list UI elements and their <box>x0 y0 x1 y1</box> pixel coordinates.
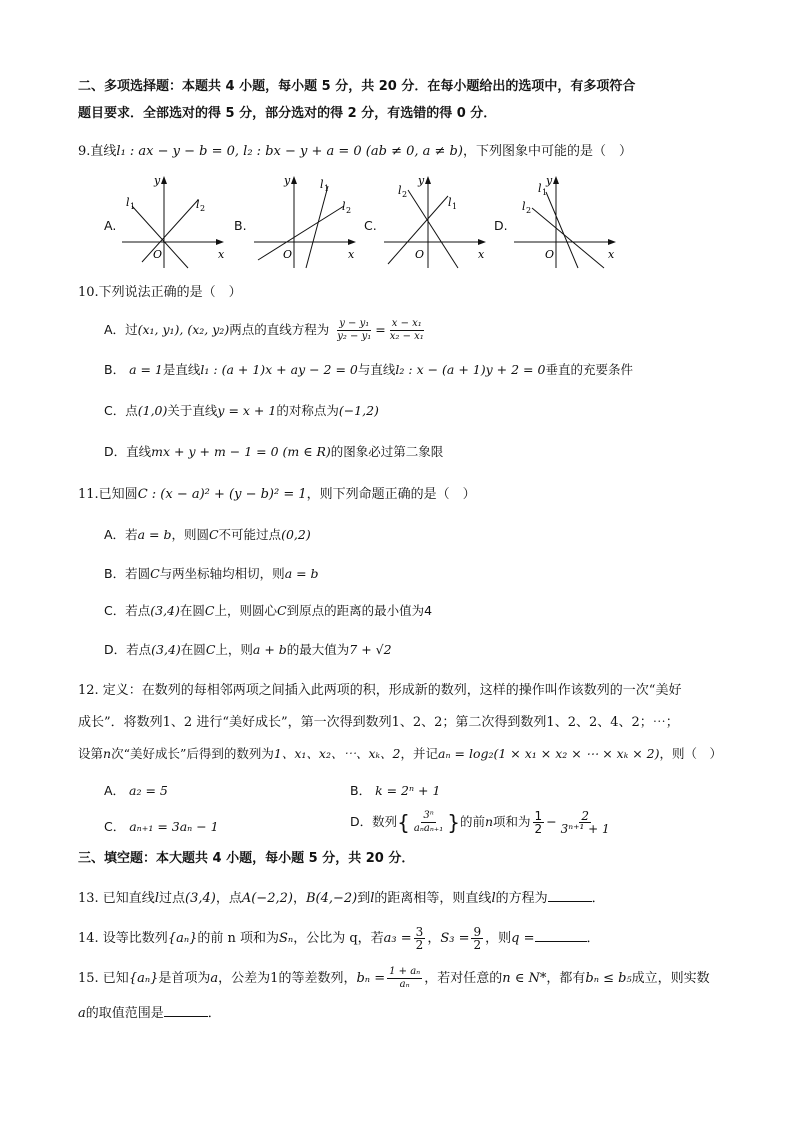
q15-text: 成立，则实数 <box>631 971 710 986</box>
option-label: B． <box>104 566 126 581</box>
q10-option-b <box>104 361 633 379</box>
q15-math: {aₙ} <box>128 971 159 986</box>
option-text: 两点的直线方程为 <box>229 322 330 337</box>
option-math: 7 + √2 <box>349 642 392 657</box>
q14-text: ，则 <box>485 931 512 946</box>
q12-option-d <box>350 810 614 835</box>
option-text: 的对称点为 <box>276 403 339 418</box>
numerator: 3ⁿ <box>423 810 434 821</box>
option-math: l₁ : (a + 1)x + ay − 2 = 0 <box>200 362 358 377</box>
option-math: (3,4) <box>151 642 181 657</box>
q9-option-d-label: D. <box>494 218 508 233</box>
option-math: (3,4) <box>150 603 180 618</box>
option-text: 到原点的距离的最小值为 <box>286 603 425 618</box>
numerator: x − x₁ <box>391 318 422 329</box>
section-3-heading: 三、填空题：本大题共 4 小题，每小题 5 分，共 20 分． <box>78 851 415 866</box>
option-math: a₂ = 5 <box>129 783 168 798</box>
fraction-bn <box>387 966 422 991</box>
numerator: 9 <box>473 925 482 939</box>
option-text: 关于直线 <box>167 403 218 418</box>
q13-text: ， <box>292 891 306 906</box>
option-text: 的最大值为 <box>286 642 350 657</box>
option-label: B． <box>350 783 372 798</box>
q15-text: 的取值范围是 <box>85 1006 164 1021</box>
fraction-2 <box>388 318 426 343</box>
option-text: 若点 <box>126 642 152 657</box>
q12-text: ，并记 <box>400 746 439 761</box>
l2-label: l <box>196 198 200 211</box>
q13-math: B(4,−2) <box>305 891 358 906</box>
q12-text: 设第 <box>78 746 104 761</box>
question-13 <box>78 889 605 908</box>
option-math: a = 1 <box>129 362 163 377</box>
option-label: D． <box>350 814 373 829</box>
option-text: 不可能过点 <box>218 527 282 542</box>
q13-math: l <box>154 891 159 906</box>
option-text: 若圆 <box>125 566 151 581</box>
option-label: C． <box>104 403 126 418</box>
l2-sub: 2 <box>346 206 352 215</box>
option-math: C <box>150 566 160 581</box>
q11-option-c <box>104 602 432 620</box>
option-math: n <box>484 814 494 829</box>
question-15-line2 <box>78 1004 221 1023</box>
q12-option-c <box>104 818 219 836</box>
option-label: D． <box>104 642 127 657</box>
y-label: y <box>418 174 425 187</box>
numerator: 3 <box>415 925 424 939</box>
l2-label: l <box>522 200 526 213</box>
q14-math: S₃ = <box>440 931 470 946</box>
q13-text: 过点 <box>158 891 185 906</box>
y-arrow <box>553 176 559 184</box>
q15-math: bₙ = <box>356 971 386 986</box>
denominator: x₂ − x₁ <box>389 331 424 342</box>
q15-text: 的等差数列， <box>278 971 357 986</box>
option-math: a + b <box>252 642 287 657</box>
l2-sub: 2 <box>402 190 408 199</box>
question-14 <box>78 926 600 951</box>
q12-math: aₙ = log₂(1 × x₁ × x₂ × ⋯ × xₖ × 2) <box>438 746 660 761</box>
option-label: A． <box>104 783 126 798</box>
option-math: C <box>277 603 287 618</box>
line-l2 <box>532 208 604 268</box>
x-label: x <box>478 248 485 261</box>
option-math: a = b <box>137 527 172 542</box>
option-text: 过 <box>125 322 138 337</box>
q13-math: l <box>370 891 375 906</box>
y-arrow <box>291 176 297 184</box>
option-text: 垂直的充要条件 <box>545 362 633 377</box>
q15-text: 15. 已知 <box>78 971 129 986</box>
origin-label: O <box>283 248 293 261</box>
q14-math: q = <box>511 931 535 946</box>
option-math: y = x + 1 <box>217 403 277 418</box>
question-12-line1: 12. 定义：在数列的每相邻两项之间插入此两项的积，形成新的数列，这样的操作叫作该数列的一次“美好 <box>78 683 682 698</box>
denominator: 3ⁿ⁺¹ + 1 <box>560 822 610 836</box>
l2-label: l <box>342 200 346 213</box>
q14-text: ，公比为 q，若 <box>293 931 384 946</box>
q13-math: l <box>491 891 496 906</box>
y-label: y <box>546 174 553 187</box>
denominator: aₙaₙ₊₁ <box>413 823 444 834</box>
q13-text: ，点 <box>215 891 242 906</box>
option-text: 项和为 <box>493 814 531 829</box>
q11-text: 11.已知圆 <box>78 487 138 502</box>
x-label: x <box>348 248 355 261</box>
option-math: (x₁, y₁), (x₂, y₂) <box>137 322 230 337</box>
option-math: (−1,2) <box>338 403 379 418</box>
section-heading-line1: 二、多项选择题：本题共 4 小题，每小题 5 分，共 20 分．在每小题给出的选项中，有多项符合 <box>78 79 636 94</box>
option-math: aₙ₊₁ = 3aₙ − 1 <box>129 819 219 834</box>
l1-label: l <box>538 182 542 195</box>
fraction-half <box>533 810 545 835</box>
option-text: 在圆 <box>179 603 205 618</box>
denominator: 2 <box>534 822 543 836</box>
l1-label: l <box>126 196 130 209</box>
fraction-a3 <box>414 926 426 951</box>
fraction-s3 <box>471 926 483 951</box>
q15-math: a <box>210 971 219 986</box>
numerator: y − y₁ <box>339 318 370 329</box>
left-brace: { <box>397 810 410 835</box>
q14-text: 14. 设等比数列 <box>78 931 168 946</box>
option-text: 与两坐标轴均相切，则 <box>159 566 285 581</box>
minus-sign: − <box>546 814 557 829</box>
q9-option-b-label: B. <box>234 218 247 233</box>
option-text: 直线 <box>126 444 152 459</box>
l1-sub: 1 <box>452 202 458 211</box>
q11-option-d <box>104 641 392 659</box>
q14-math: a₃ = <box>383 931 412 946</box>
line-l1 <box>306 186 328 268</box>
numerator: 1 <box>534 809 543 823</box>
l1-sub: 1 <box>324 184 330 193</box>
q14-text: ． <box>586 931 600 946</box>
q15-text: ，若对任意的 <box>424 971 503 986</box>
q9-graph-c <box>382 170 492 270</box>
x-label: x <box>218 248 225 261</box>
y-label: y <box>154 174 161 187</box>
fraction-tail <box>559 810 612 835</box>
q11-option-b <box>104 565 319 583</box>
option-text: 是直线 <box>162 362 201 377</box>
option-label: C． <box>104 819 126 834</box>
question-10-stem: 10.下列说法正确的是（ ） <box>78 285 242 300</box>
l1-sub: 1 <box>130 202 136 211</box>
question-12-line3 <box>78 745 722 763</box>
question-9-stem <box>78 143 632 161</box>
y-label: y <box>284 174 291 187</box>
numerator: 1 + aₙ <box>389 966 421 977</box>
denominator: 2 <box>473 938 482 952</box>
q15-text: ，都有 <box>546 971 586 986</box>
denominator: y₂ − y₁ <box>337 331 372 342</box>
right-brace: } <box>447 810 460 835</box>
q9-option-a-label: A. <box>104 218 117 233</box>
l1-sub: 1 <box>542 188 548 197</box>
q13-text: 的距离相等，则直线 <box>374 891 492 906</box>
q13-text: 的方程为 <box>495 891 548 906</box>
q13-text: 到 <box>357 891 371 906</box>
option-math: C <box>205 642 216 657</box>
option-text: 的图象必过第二象限 <box>330 444 444 459</box>
q13-math: A(−2,2) <box>241 891 293 906</box>
line-l2 <box>258 206 344 260</box>
q10-option-d <box>104 443 443 461</box>
origin-label: O <box>415 248 425 261</box>
option-text: 在圆 <box>180 642 206 657</box>
option-math: (1,0) <box>137 403 168 418</box>
x-arrow <box>478 239 486 245</box>
option-math: (0,2) <box>281 527 311 542</box>
q14-math: {aₙ} <box>167 931 198 946</box>
l1-label: l <box>320 178 324 191</box>
denominator: aₙ <box>399 979 410 990</box>
q11-math: C : (x − a)² + (y − b)² = 1 <box>137 487 307 502</box>
q9-text: 9.直线 <box>78 144 117 159</box>
option-text: 若 <box>125 527 138 542</box>
option-label: A． <box>104 527 126 542</box>
option-text: 上，则 <box>215 642 253 657</box>
q15-math: a <box>78 1006 86 1021</box>
option-text: 上，则圆心 <box>214 603 277 618</box>
q9-graph-d <box>512 170 622 270</box>
origin-label: O <box>545 248 555 261</box>
question-11-stem <box>78 486 476 504</box>
option-math: C <box>204 603 215 618</box>
x-arrow <box>348 239 356 245</box>
q13-text: ． <box>591 891 605 906</box>
answer-blank[interactable] <box>548 889 592 902</box>
option-label: B． <box>104 362 126 377</box>
q14-math: Sₙ <box>279 931 294 946</box>
q10-option-c <box>104 402 379 420</box>
answer-blank[interactable] <box>164 1004 208 1017</box>
q12-text: ，则（ ） <box>659 746 723 761</box>
y-arrow <box>161 176 167 184</box>
q15-math: 1 <box>270 971 279 986</box>
q12-math: n <box>103 746 112 761</box>
option-text: 与直线 <box>357 362 396 377</box>
q15-text: ，公差为 <box>218 971 271 986</box>
q10-option-a <box>104 318 428 343</box>
q11-option-a <box>104 526 311 544</box>
option-text: 的前 <box>459 814 485 829</box>
option-math: a = b <box>284 566 319 581</box>
option-text: ，则圆 <box>171 527 209 542</box>
q14-text: ， <box>427 931 441 946</box>
q12-option-a <box>104 782 168 800</box>
q15-text: ． <box>207 1006 221 1021</box>
x-label: x <box>608 248 615 261</box>
x-arrow <box>608 239 616 245</box>
question-15-line1 <box>78 966 710 991</box>
l2-sub: 2 <box>200 204 206 213</box>
option-math: 4 <box>424 603 433 618</box>
option-text: 数列 <box>372 814 398 829</box>
q13-math: (3,4) <box>185 891 216 906</box>
q9-graph-a <box>120 170 230 270</box>
question-12-line2: 成长”．将数列1、2 进行“美好成长”，第一次得到数列1、2、2；第二次得到数列1、2、2、4、2；⋯； <box>78 715 679 730</box>
q14-text: 的前 n 项和为 <box>197 931 280 946</box>
option-label: C． <box>104 603 126 618</box>
option-label: A． <box>104 322 126 337</box>
option-math: mx + y + m − 1 = 0 (m ∈ R) <box>151 444 331 459</box>
q12-option-b <box>350 782 440 800</box>
x-arrow <box>216 239 224 245</box>
q15-math: n ∈ N* <box>502 971 547 986</box>
denominator: 2 <box>415 938 424 952</box>
option-math: l₂ : x − (a + 1)y + 2 = 0 <box>395 362 546 377</box>
answer-blank[interactable] <box>535 929 587 942</box>
l2-label: l <box>398 184 402 197</box>
q9-math: l₁ : ax − y − b = 0, l₂ : bx − y + a = 0 (ab ≠ 0, a ≠ b) <box>116 144 463 159</box>
q11-text-end: ，则下列命题正确的是（ ） <box>306 487 476 502</box>
q9-graph-b <box>252 170 362 270</box>
l1-label: l <box>448 196 452 209</box>
option-math: k = 2ⁿ + 1 <box>375 783 441 798</box>
q9-option-c-label: C. <box>364 218 377 233</box>
option-text: 点 <box>125 403 138 418</box>
q13-text: 13. 已知直线 <box>78 891 155 906</box>
q15-math: bₙ ≤ b₅ <box>585 971 632 986</box>
option-text: 若点 <box>125 603 151 618</box>
q12-text: 次“美好成长”后得到的数列为 <box>111 746 274 761</box>
line-l2 <box>142 200 198 262</box>
option-label: D． <box>104 444 127 459</box>
y-arrow <box>425 176 431 184</box>
equals-sign: = <box>375 322 386 337</box>
section-heading-line2: 题目要求．全部选对的得 5 分，部分选对的得 2 分，有选错的得 0 分． <box>78 106 497 121</box>
q9-text-end: ，下列图象中可能的是（ ） <box>462 144 632 159</box>
numerator: 2 <box>581 809 589 823</box>
origin-label: O <box>153 248 163 261</box>
fraction-seq <box>412 810 445 835</box>
option-math: C <box>208 527 219 542</box>
l2-sub: 2 <box>526 206 532 215</box>
q15-text: 是首项为 <box>158 971 211 986</box>
q12-math: 1、x₁、x₂、⋯、xₖ、2 <box>273 746 401 761</box>
fraction-1 <box>335 318 373 343</box>
